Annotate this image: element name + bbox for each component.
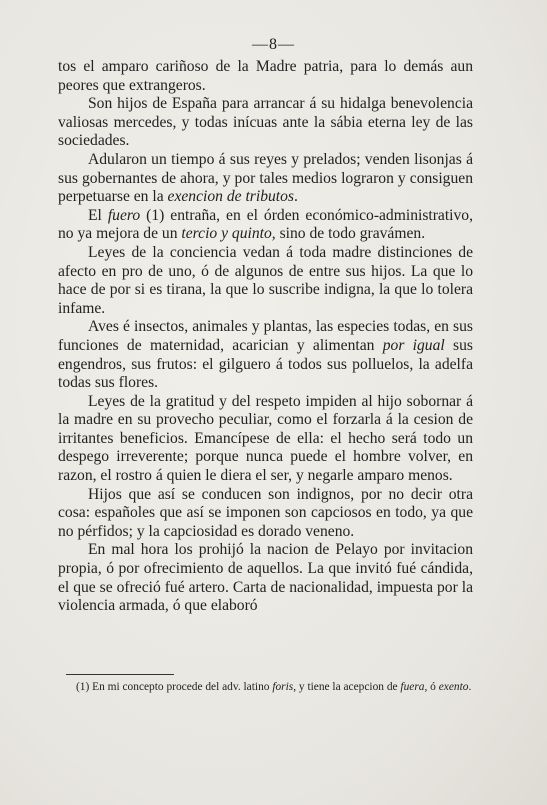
italic-text: por igual [382,336,445,354]
paragraph [58,393,473,486]
paragraph [58,244,473,318]
text-run: En mal hora los prohijó la nacion de Pelayo por invitacion propia, ó por ofrecimiento de aquellos. La que invitó fué cándida, el que se ofreció fué artero. Carta de nacionalidad, impuesta por la violencia armada, ó que elaboró [58,541,473,615]
paragraph [58,58,473,95]
paragraph [58,318,473,392]
paragraph [58,95,473,151]
text-run: Son hijos de España para arrancar á su hidalga benevolencia valiosas mercedes, y todas inícuas ante la sábia eterna ley de las sociedades. [58,95,473,150]
text-run: sus engendros, sus frutos: el gilguero á todos sus polluelos, la adelfa todas sus flores. [58,336,473,392]
text-run: , ó [424,681,439,693]
text-run: El [88,206,108,224]
footnote [58,680,473,694]
italic-text: tercio y quinto, [181,225,276,243]
text-run: . [468,681,472,693]
text-run: Leyes de la conciencia vedan á toda madre distinciones de afecto en pro de uno, ó de algunos de entre sus hijos. La que lo hace de por si es tirana, la que lo suscribe indigna, la que lo tolera infame. [58,243,473,317]
text-run: Adularon un tiempo á sus reyes y prelados; venden lisonjas á sus gobernantes de ahora, y por tales medios lograron y consiguen perpetuarse en la [58,150,473,206]
italic-text: exencion de tributos [167,188,294,206]
paragraph [58,207,473,244]
italic-text: exento [438,681,469,693]
text-run: , y tiene la acepcion de [293,681,401,693]
paragraph [58,486,473,542]
text-run: sino de todo gravámen. [275,225,426,243]
italic-text: foris [272,681,294,693]
text-run: (1) En mi concepto procede del adv. latino [76,681,273,693]
italic-text: fuero [107,206,141,224]
text-run: Leyes de la gratitud y del respeto impiden al hijo sobornar á la madre en su provecho peculiar, como el forzarla á la cesion de irritantes beneficios. Emancípese de ella: el hecho será todo un despego irreverente; porque nunca puede el hombre volver, en razon, el rostro á quien le diera el ser, y negarle amparo menos. [58,392,473,485]
body-text [58,58,473,616]
text-run: tos el amparo cariñoso de la Madre patria, para lo demás aun peores que extrangeros. [58,58,473,94]
paragraph [58,151,473,207]
text-run: (1) entraña, en el órden económico-administrativo, no ya mejora de un [58,206,473,243]
text-run: Aves é insectos, animales y plantas, las especies todas, en sus funciones de maternidad, acarician y alimentan [58,318,473,354]
text-run: Hijos que así se conducen son indignos, por no decir otra cosa: españoles que así se imponen son capciosos en todo, ya que no pérfidos; y la capciosidad es dorado veneno. [58,485,473,540]
text-run: . [293,188,298,206]
page-number: —8— [252,36,295,53]
paragraph [58,541,473,615]
italic-text: fuera [400,681,425,693]
footnote-rule [66,674,174,675]
